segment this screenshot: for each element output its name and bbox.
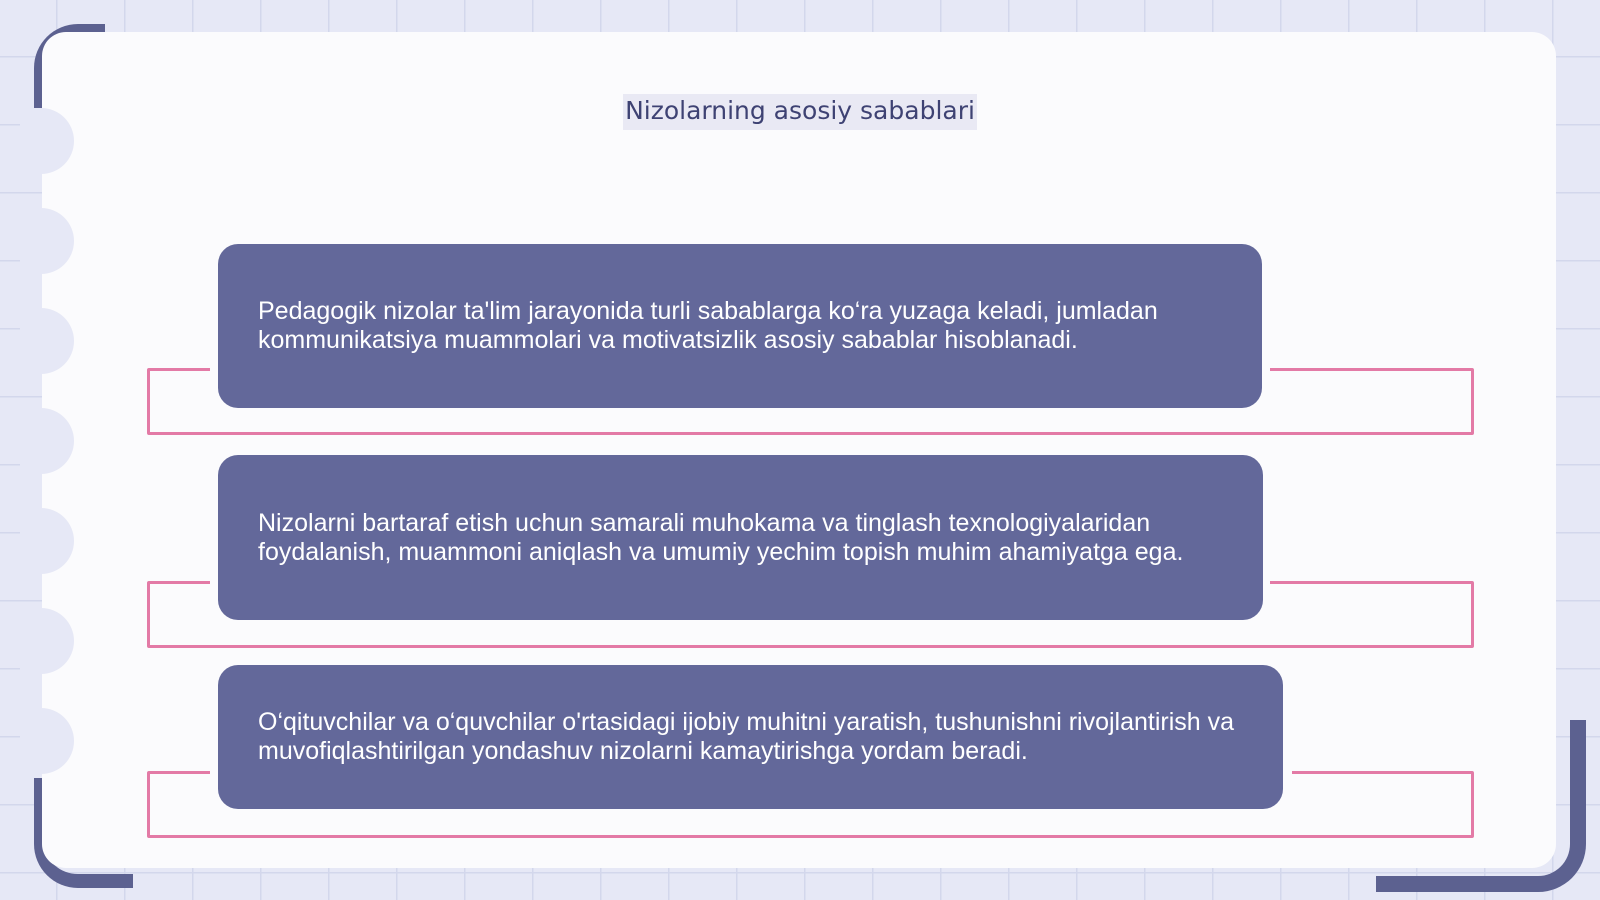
reason-card-1 (218, 244, 1262, 408)
reason-card-text: Pedagogik nizolar ta'lim jarayonida turli sabablarga ko‘ra yuzaga keladi, jumladan kommunikatsiya muammolari va motivatsizlik asosiy sabablar hisoblanadi. (258, 297, 1158, 354)
reason-card-2 (218, 455, 1263, 620)
title-container (0, 94, 1600, 130)
reason-card-text: O‘qituvchilar va o‘quvchilar o'rtasidagi ijobiy muhitni yaratish, tushunishni rivojlantirish va muvofiqlashtirilgan yondashuv nizolarni kamaytirishga yordam beradi. (258, 708, 1235, 765)
slide-title: Nizolarning asosiy sabablari (623, 94, 977, 130)
reason-card-text: Nizolarni bartaraf etish uchun samarali muhokama va tinglash texnologiyalaridan foydalanish, muammoni aniqlash va umumiy yechim topish muhim ahamiyatga ega. (258, 508, 1184, 566)
reason-card-3 (218, 665, 1283, 809)
